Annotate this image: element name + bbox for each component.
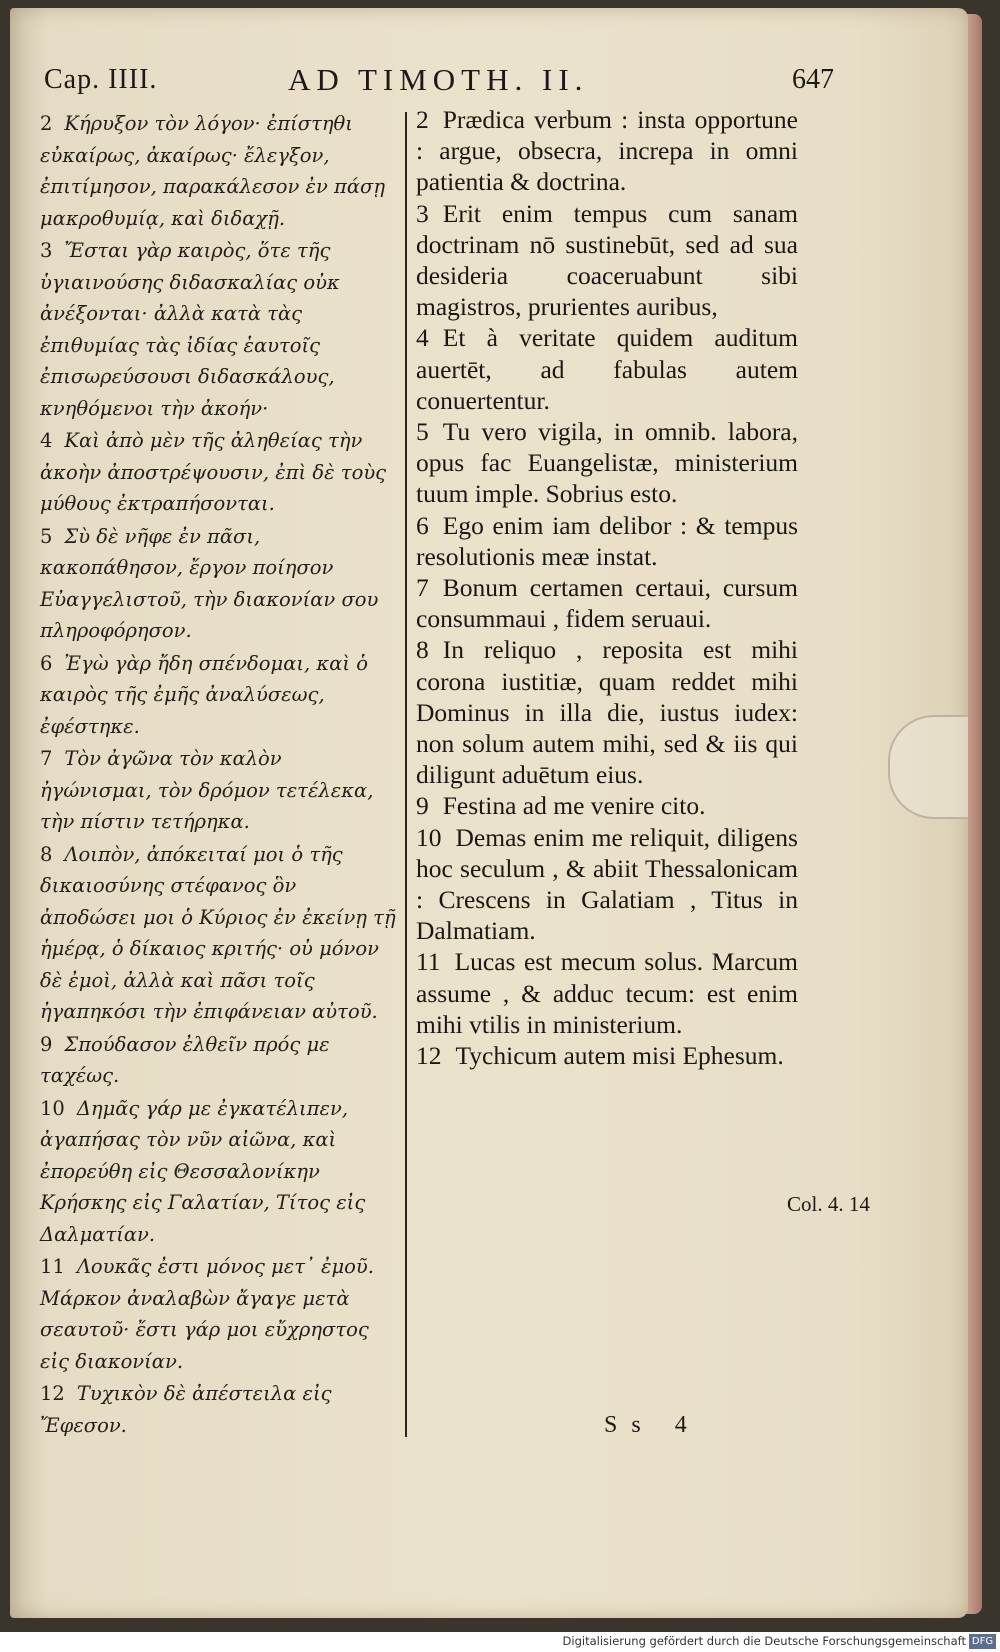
verse-text: Erit enim tempus cum sanam doctrinam nō sustinebūt, sed ad sua desideria coaceruabunt sibi magistros, prurientes auribus, [416, 198, 798, 322]
verse-number: 3 [40, 239, 53, 262]
verse-text: Festina ad me venire cito. [442, 791, 706, 821]
verse-number: 7 [416, 573, 429, 603]
verse-text: Δημᾶς γάρ με ἐγκατέλιπεν, ἀγαπήσας τὸν νῦν αἰῶνα, καὶ ἐπορεύθη εἰς Θεσσαλονίκην Κρήσκης εἰς Γαλατίαν, Τίτος εἰς Δαλματίαν. [40, 1096, 366, 1246]
verse-number: 11 [40, 1255, 65, 1278]
latin-verse [416, 1040, 798, 1071]
greek-column [40, 108, 396, 1442]
verse-text: Et à veritate quidem auditum auertēt, ad fabulas autem conuertentur. [416, 323, 798, 415]
greek-verse [40, 1378, 396, 1441]
verse-text: Prædica verbum : insta opportune : argue, obsecra, increpa in omni patientia & doctrina. [416, 105, 798, 197]
verse-text: Κήρυξον τὸν λόγον· ἐπίστηθι εὐκαίρως, ἀκαίρως· ἔλεγξον, ἐπιτίμησον, παρακάλεσον ἐν πάσῃ μακροθυμίᾳ, καὶ διδαχῇ. [40, 112, 386, 230]
verse-text: Tychicum autem misi Ephesum. [455, 1041, 784, 1071]
verse-text: Τὸν ἀγῶνα τὸν καλὸν ἠγώνισμαι, τὸν δρόμον τετέλεκα, τὴν πίστιν τετήρηκα. [40, 747, 374, 833]
margin-cross-reference: Col. 4. 14 [787, 1192, 870, 1216]
verse-text: In reliquo , reposita est mihi corona iustitiæ, quam reddet mihi Dominus in illa die, iustus iudex: non solum autem mihi, sed & iis qui diligunt aduētum eius. [416, 635, 798, 790]
latin-verse [416, 634, 798, 790]
greek-verse [40, 1093, 396, 1251]
greek-verse [40, 839, 396, 1028]
verse-number: 9 [40, 1032, 53, 1056]
verse-number: 10 [40, 1096, 65, 1120]
verse-text: Demas enim me reliquit, diligens hoc seculum , & abiit Thessalonicam : Crescens in Galatiam , Titus in Dalmatiam. [416, 822, 798, 946]
verse-text: Λοιπὸν, ἀπόκειταί μοι ὁ τῆς δικαιοσύνης στέφανος ὃν ἀποδώσει μοι ὁ Κύριος ἐν ἐκείνῃ τῇ ἡμέρᾳ, ὁ δίκαιος κριτής· οὐ μόνον δὲ ἐμοὶ, ἀλλὰ καὶ πᾶσι τοῖς ἠγαπηκόσι τὴν ἐπιφάνειαν αὐτοῦ. [40, 842, 396, 1023]
verse-number: 8 [40, 842, 53, 866]
greek-verse [40, 1029, 396, 1092]
verse-number: 10 [416, 822, 442, 852]
latin-verse [416, 572, 798, 634]
greek-verse [40, 521, 396, 647]
verse-text: Τυχικὸν δὲ ἀπέστειλα εἰς Ἔφεσον. [40, 1382, 332, 1437]
digitization-footer [0, 1632, 1000, 1652]
verse-text: Σπούδασον ἐλθεῖν πρός με ταχέως. [40, 1032, 330, 1087]
verse-number: 6 [416, 510, 429, 540]
verse-text: Tu vero vigila, in omnib. labora, opus fac Euangelistæ, ministerium tuum imple. Sobrius esto. [416, 417, 798, 509]
verse-number: 9 [416, 791, 429, 821]
verse-text: Ἐγὼ γὰρ ἤδη σπένδομαι, καὶ ὁ καιρὸς τῆς ἐμῆς ἀναλύσεως, ἐφέστηκε. [40, 651, 368, 738]
latin-verse [416, 822, 798, 947]
verse-number: 12 [40, 1382, 65, 1405]
dfg-logo: DFG [969, 1634, 996, 1649]
chapter-heading: Cap. IIII. [44, 64, 158, 95]
page-tab-marker [888, 715, 968, 819]
column-divider [405, 112, 407, 1437]
latin-verse [416, 790, 798, 821]
latin-verse [416, 198, 798, 323]
running-header [40, 62, 900, 102]
latin-verse [416, 416, 798, 510]
verse-number: 5 [416, 417, 429, 447]
verse-number: 7 [40, 747, 53, 770]
verse-number: 4 [416, 323, 429, 353]
verse-text: Ego enim iam delibor : & tempus resolutionis meæ instat. [416, 510, 798, 571]
verse-number: 2 [40, 112, 53, 135]
greek-verse [40, 648, 396, 743]
latin-verse [416, 946, 798, 1040]
printer-signature-mark: Ss 4 [604, 1412, 701, 1438]
verse-text: Lucas est mecum solus. Marcum assume , & adduc tecum: est enim mihi vtilis in ministerium. [416, 947, 798, 1039]
verse-text: Ἔσται γὰρ καιρὸς, ὅτε τῆς ὑγιαινούσης διδασκαλίας οὐκ ἀνέξονται· ἀλλὰ κατὰ τὰς ἐπιθυμίας τὰς ἰδίας ἑαυτοῖς ἐπισωρεύσουσι διδασκάλους, κνηθόμενοι τὴν ἀκοήν· [40, 239, 340, 420]
page-number: 647 [792, 64, 834, 95]
verse-text: Καὶ ἀπὸ μὲν τῆς ἀληθείας τὴν ἀκοὴν ἀποστρέψουσιν, ἐπὶ δὲ τοὺς μύθους ἐκτραπήσονται. [40, 429, 387, 515]
verse-number: 11 [416, 947, 441, 977]
greek-verse [40, 743, 396, 838]
verse-number: 6 [40, 651, 53, 675]
funding-credit: Digitalisierung gefördert durch die Deutsche Forschungsgemeinschaft [562, 1634, 966, 1648]
book-title: AD TIMOTH. II. [288, 62, 589, 97]
verse-text: Λουκᾶς ἐστι μόνος μετ᾽ ἐμοῦ. Μάρκον ἀναλαβὼν ἄγαγε μετὰ σεαυτοῦ· ἔστι γάρ μοι εὔχρηστος εἰς διακονίαν. [40, 1255, 374, 1373]
verse-number: 2 [416, 105, 429, 134]
verse-number: 4 [40, 429, 53, 452]
greek-verse [40, 235, 396, 424]
verse-text: Σὺ δὲ νῆφε ἐν πᾶσι, κακοπάθησον, ἔργον ποίησον Εὐαγγελιστοῦ, τὴν διακονίαν σου πληροφόρησον. [40, 524, 379, 642]
latin-verse [416, 104, 798, 198]
verse-number: 3 [416, 198, 429, 228]
verse-number: 12 [416, 1041, 442, 1071]
greek-verse [40, 425, 396, 520]
greek-verse [40, 1251, 396, 1377]
latin-verse [416, 510, 798, 572]
latin-verse [416, 322, 798, 416]
verse-number: 5 [40, 524, 53, 548]
latin-column [416, 104, 798, 1071]
verse-number: 8 [416, 635, 429, 665]
greek-verse [40, 108, 396, 234]
verse-text: Bonum certamen certaui, cursum consummaui , fidem seruaui. [416, 573, 798, 634]
